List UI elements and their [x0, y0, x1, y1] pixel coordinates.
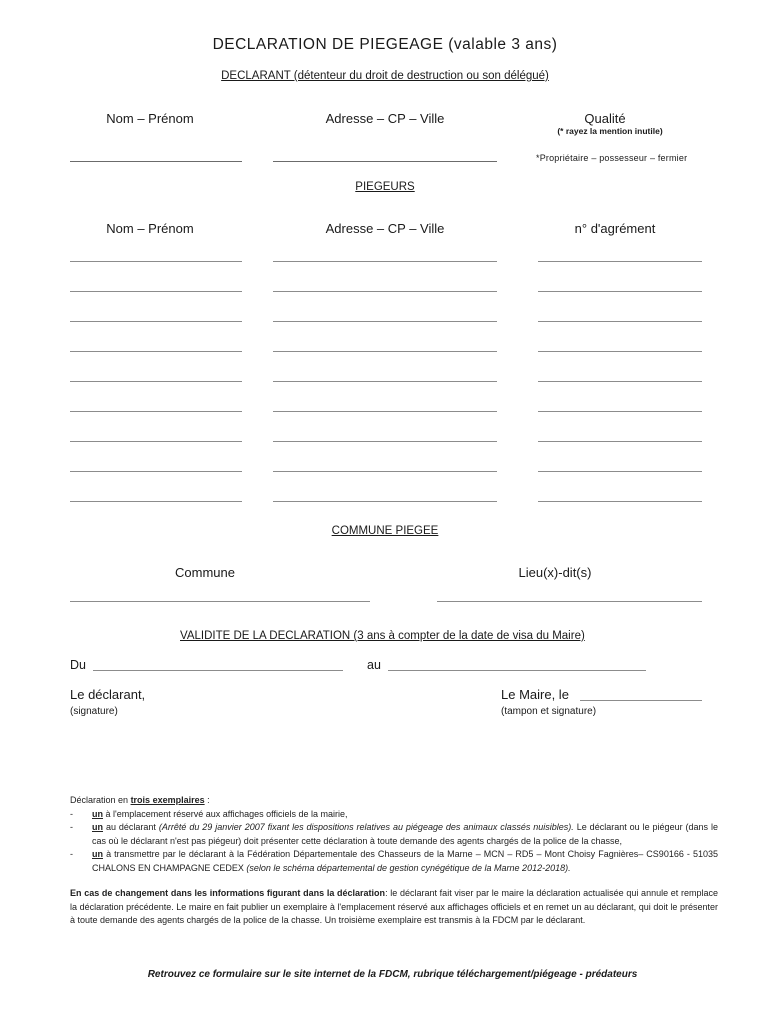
commune-field[interactable]: [70, 601, 370, 602]
au-date-field[interactable]: [388, 670, 646, 671]
item3-text: à transmettre par le déclarant à la Fédération Départementale des Chasseurs de la Marne – MCN – RD5 – Mont Choisy Fagnières– CS90166 - 51035 CHALONS EN CHAMPAGNE CEDEX: [92, 849, 718, 873]
piegeur-address-field[interactable]: [273, 411, 497, 412]
piegeur-name-field[interactable]: [70, 441, 242, 442]
declarant-signature-label: Le déclarant,: [70, 687, 146, 702]
piegeur-agrement-field[interactable]: [538, 321, 702, 322]
item1-lead: un: [92, 808, 103, 819]
piegeurs-name-header: Nom – Prénom: [106, 221, 194, 236]
declarant-address-header: Adresse – CP – Ville: [325, 111, 445, 126]
item2-text-b: Le déclarant ou le piégeur (dans le cas où le déclarant n'est pas piégeur) doit présenter cette déclaration à toute demande des agents chargés de la police de la chasse,: [92, 822, 718, 846]
piegeur-name-field[interactable]: [70, 291, 242, 292]
notes-item-1: - un à l'emplacement réservé aux affichages officiels de la mairie,: [70, 808, 348, 819]
footer-note: Retrouvez ce formulaire sur le site internet de la FDCM, rubrique téléchargement/piégeage - prédateurs: [147, 969, 638, 980]
piegeur-name-field[interactable]: [70, 381, 242, 382]
piegeur-name-field[interactable]: [70, 321, 242, 322]
piegeur-agrement-field[interactable]: [538, 351, 702, 352]
commune-header: Commune: [175, 565, 235, 580]
item2-lead: un: [92, 822, 103, 832]
piegeur-address-field[interactable]: [273, 381, 497, 382]
piegeur-address-field[interactable]: [273, 291, 497, 292]
piegeur-agrement-field[interactable]: [538, 381, 702, 382]
piegeur-address-field[interactable]: [273, 471, 497, 472]
declarant-name-header: Nom – Prénom: [106, 111, 194, 126]
lieudit-field[interactable]: [437, 601, 702, 602]
notes-block: [70, 794, 718, 928]
notes-intro: [70, 794, 718, 808]
validite-heading: VALIDITE DE LA DECLARATION (3 ans à compter de la date de visa du Maire): [180, 630, 585, 642]
maire-signature-label: Le Maire, le: [501, 687, 569, 702]
piegeurs-heading: PIEGEURS: [355, 181, 415, 193]
change-bold: En cas de changement dans les informations figurant dans la déclaration: [70, 888, 386, 898]
du-label: Du: [70, 658, 86, 672]
change-text: : le déclarant fait viser par le maire la déclaration actualisée qui annule et remplace la déclaration précédente. Le maire en fait publier un exemplaire à l'emplacement réservé aux affichages officiels et en remet un au déclarant, qui doit le présenter à toute demande des agents chargés de la police de la chasse. Un troisième exemplaire est transmis à la FDCM par le déclarant.: [70, 888, 719, 925]
piegeur-name-field[interactable]: [70, 261, 242, 262]
piegeur-agrement-field[interactable]: [538, 501, 702, 502]
notes-item-2: - un au déclarant (Arrêté du 29 janvier 2007 fixant les dispositions relatives au piégeage des animaux classés nuisibles). Le déclarant ou le piégeur (dans le cas où le déclarant n'est pas piégeur) doit présenter cette déclaration à toute demande des agents chargés de la police de la chasse,: [70, 822, 718, 846]
piegeur-address-field[interactable]: [273, 261, 497, 262]
piegeur-agrement-field[interactable]: [538, 261, 702, 262]
notes-intro-colon: :: [207, 795, 210, 805]
commune-heading: COMMUNE PIEGEE: [331, 525, 439, 537]
declarant-signature-sub: (signature): [70, 706, 118, 717]
piegeur-address-field[interactable]: [273, 501, 497, 502]
notes-intro-bold: trois exemplaires: [130, 795, 205, 805]
piegeur-agrement-field[interactable]: [538, 441, 702, 442]
declarant-qualite-header: Qualité: [584, 111, 626, 126]
qualite-note: (* rayez la mention inutile): [557, 126, 663, 136]
piegeurs-address-header: Adresse – CP – Ville: [325, 221, 445, 236]
item2-italic: (Arrêté du 29 janvier 2007 fixant les dispositions relatives au piégeage des animaux classés nuisibles).: [158, 822, 574, 832]
piegeur-address-field[interactable]: [273, 351, 497, 352]
item1-text: à l'emplacement réservé aux affichages officiels de la mairie,: [105, 808, 348, 819]
piegeurs-agrement-header: n° d'agrément: [574, 221, 656, 236]
notes-item-3: - un à transmettre par le déclarant à la Fédération Départementale des Chasseurs de la Marne – MCN – RD5 – Mont Choisy Fagnières– CS90166 - 51035 CHALONS EN CHAMPAGNE CEDEX (selon le schéma départemental de gestion cynégétique de la Marne 2012-2018).: [70, 849, 718, 873]
notes-intro-text: Déclaration en: [70, 795, 129, 805]
piegeur-agrement-field[interactable]: [538, 471, 702, 472]
piegeur-address-field[interactable]: [273, 321, 497, 322]
declarant-address-field[interactable]: [273, 161, 497, 162]
au-label: au: [367, 658, 381, 672]
declarant-heading: DECLARANT (détenteur du droit de destruction ou son délégué): [221, 70, 549, 82]
piegeur-name-field[interactable]: [70, 411, 242, 412]
page-title: DECLARATION DE PIEGEAGE (valable 3 ans): [212, 36, 558, 53]
piegeur-agrement-field[interactable]: [538, 291, 702, 292]
piegeur-name-field[interactable]: [70, 471, 242, 472]
du-date-field[interactable]: [93, 670, 343, 671]
piegeur-name-field[interactable]: [70, 501, 242, 502]
qualite-options[interactable]: *Propriétaire – possesseur – fermier: [536, 153, 688, 163]
item3-italic: (selon le schéma départemental de gestion cynégétique de la Marne 2012-2018).: [246, 862, 571, 873]
item3-lead: un: [92, 849, 103, 859]
item2-text-a: au déclarant: [105, 822, 156, 832]
maire-date-field[interactable]: [580, 700, 702, 701]
declarant-name-field[interactable]: [70, 161, 242, 162]
piegeur-name-field[interactable]: [70, 351, 242, 352]
lieudit-header: Lieu(x)-dit(s): [518, 565, 592, 580]
maire-signature-sub: (tampon et signature): [501, 706, 597, 717]
notes-change: [70, 887, 718, 928]
piegeur-address-field[interactable]: [273, 441, 497, 442]
piegeur-agrement-field[interactable]: [538, 411, 702, 412]
